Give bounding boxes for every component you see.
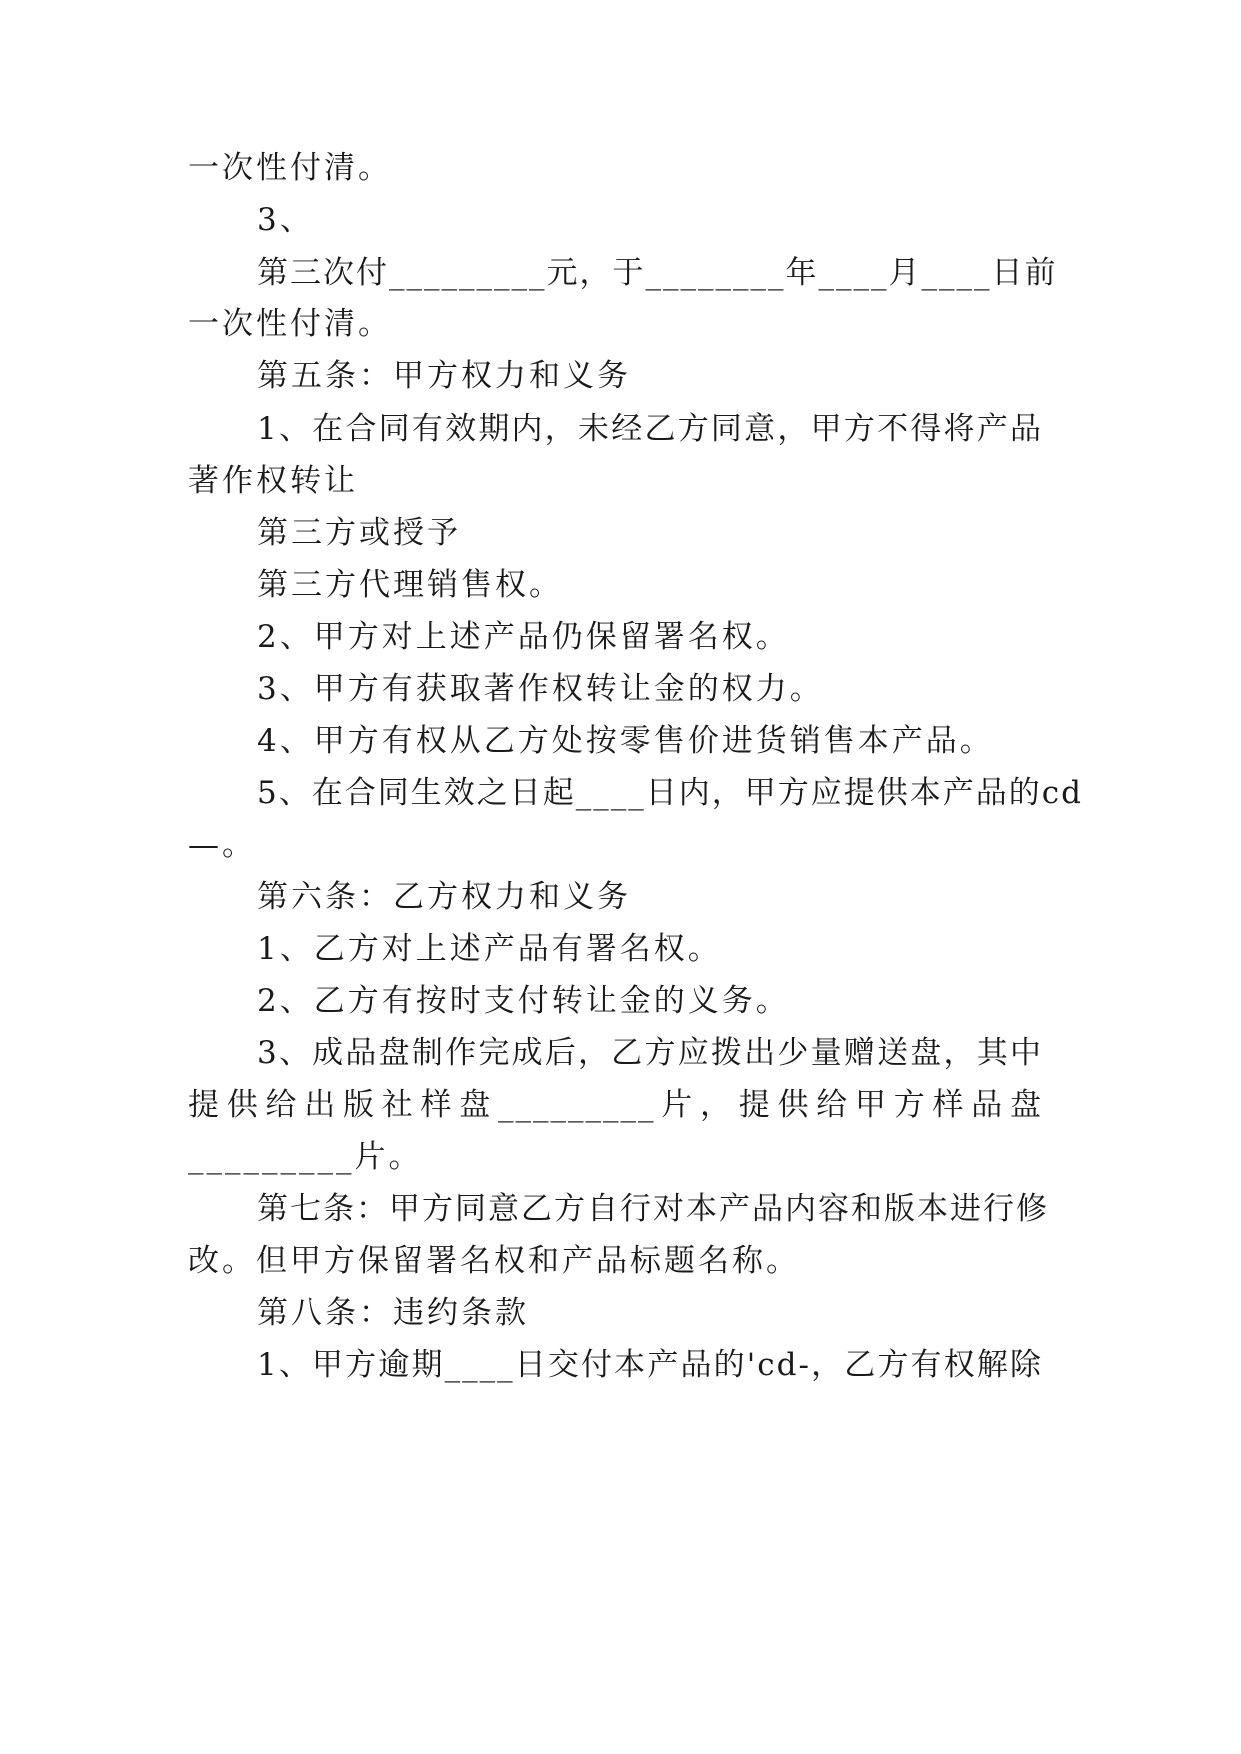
section-heading: 第七条：甲方同意乙方自行对本产品内容和版本进行修: [257, 1191, 1049, 1227]
section-heading: 第六条：乙方权力和义务: [257, 879, 631, 915]
text-line: 改。但甲方保留署名权和产品标题名称。: [188, 1243, 800, 1279]
text-line: 一次性付清。: [188, 150, 392, 186]
text-line: 第三方或授予: [257, 515, 461, 551]
text-line: _________片。: [188, 1139, 423, 1175]
text-line: 5、在合同生效之日起____日内，甲方应提供本产品的cd: [257, 775, 1083, 811]
text-line: 3、成品盘制作完成后，乙方应拨出少量赠送盘，其中: [257, 1035, 1043, 1071]
text-line: 1、乙方对上述产品有署名权。: [257, 931, 722, 967]
text-line: 1、在合同有效期内，未经乙方同意，甲方不得将产品: [257, 411, 1043, 447]
text-line: 2、甲方对上述产品仍保留署名权。: [257, 619, 790, 655]
section-heading: 第五条：甲方权力和义务: [257, 358, 631, 394]
text-line: 著作权转让: [188, 463, 358, 499]
text-line: 一次性付清。: [188, 306, 392, 342]
text-line: 1、甲方逾期____日交付本产品的'cd-，乙方有权解除: [257, 1347, 1043, 1383]
text-line: 第三次付_________元，于________年____月____日前: [257, 255, 1058, 291]
text-line: 4、甲方有权从乙方处按零售价进货销售本产品。: [257, 723, 994, 759]
text-line: 2、乙方有按时支付转让金的义务。: [257, 983, 790, 1019]
text-line: 第三方代理销售权。: [257, 567, 563, 603]
section-heading: 第八条：违约条款: [257, 1295, 529, 1331]
text-line: —。: [188, 827, 256, 863]
text-line: 3、甲方有获取著作权转让金的权力。: [257, 671, 824, 707]
text-line: 提供给出版社样盘_________片，提供给甲方样品盘: [188, 1087, 1043, 1123]
text-line: 3、: [257, 202, 314, 238]
